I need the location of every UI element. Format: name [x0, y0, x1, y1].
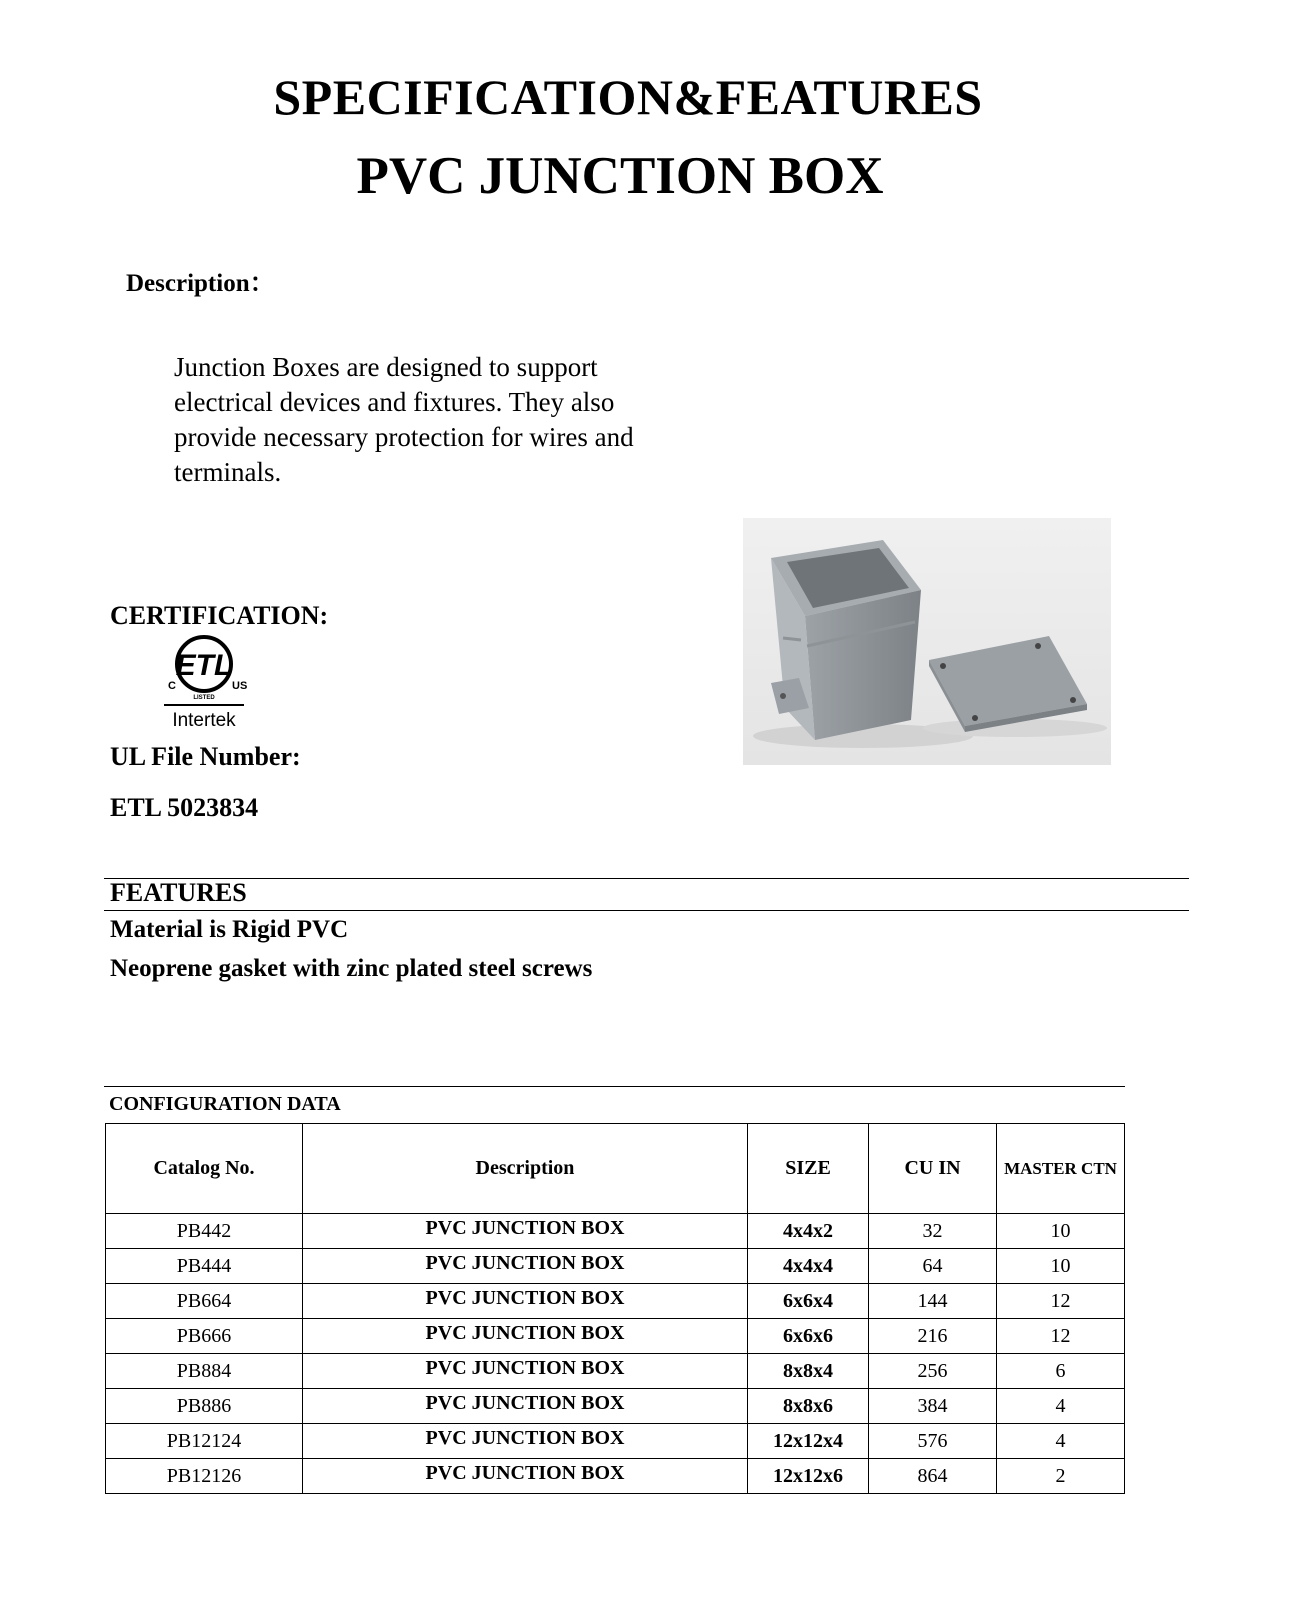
etl-logo-us: US	[232, 680, 248, 692]
cell-size: 8x8x6	[748, 1389, 869, 1424]
features-bottom-rule	[104, 910, 1189, 911]
cell-size: 4x4x4	[748, 1249, 869, 1284]
cell-master-ctn: 2	[997, 1459, 1125, 1494]
cell-cu-in: 32	[869, 1214, 997, 1249]
certification-label: CERTIFICATION:	[110, 601, 329, 630]
configuration-heading: CONFIGURATION DATA	[109, 1093, 341, 1115]
cell-size: 6x6x4	[748, 1284, 869, 1319]
etl-logo-c: C	[168, 680, 176, 692]
ul-file-label: UL File Number:	[110, 742, 301, 771]
cell-cu-in: 576	[869, 1424, 997, 1459]
column-header-size: SIZE	[748, 1124, 869, 1214]
cell-description: PVC JUNCTION BOX	[303, 1249, 748, 1284]
cell-catalog: PB442	[106, 1214, 303, 1249]
page-subtitle: PVC JUNCTION BOX	[356, 147, 884, 205]
cell-size: 12x12x6	[748, 1459, 869, 1494]
table-header-row	[106, 1124, 1125, 1214]
cell-catalog: PB12124	[106, 1424, 303, 1459]
table-row	[106, 1319, 1125, 1354]
cell-description: PVC JUNCTION BOX	[303, 1459, 748, 1494]
page-title: SPECIFICATION&FEATURES	[273, 69, 983, 125]
etl-mark-icon	[162, 630, 262, 710]
cell-cu-in: 256	[869, 1354, 997, 1389]
cell-master-ctn: 6	[997, 1354, 1125, 1389]
configuration-table	[105, 1123, 1125, 1494]
cell-description: PVC JUNCTION BOX	[303, 1424, 748, 1459]
table-row	[106, 1214, 1125, 1249]
cell-description: PVC JUNCTION BOX	[303, 1284, 748, 1319]
description-label: Description：	[126, 270, 275, 297]
cell-size: 4x4x2	[748, 1214, 869, 1249]
cell-master-ctn: 10	[997, 1214, 1125, 1249]
table-row	[106, 1284, 1125, 1319]
product-photo	[743, 518, 1111, 765]
cell-catalog: PB664	[106, 1284, 303, 1319]
ul-file-number: ETL 5023834	[110, 793, 259, 822]
feature-item: Material is Rigid PVC	[110, 916, 349, 943]
column-header-cu-in: CU IN	[869, 1124, 997, 1214]
etl-listed-logo	[162, 630, 262, 738]
column-header-master-ctn: MASTER CTN	[997, 1124, 1125, 1214]
junction-box-image	[743, 518, 1111, 765]
features-top-rule	[104, 878, 1189, 879]
config-top-rule	[104, 1086, 1125, 1087]
cell-catalog: PB12126	[106, 1459, 303, 1494]
cell-size: 6x6x6	[748, 1319, 869, 1354]
intertek-brand: Intertek	[172, 710, 236, 731]
cell-catalog: PB444	[106, 1249, 303, 1284]
cell-description: PVC JUNCTION BOX	[303, 1214, 748, 1249]
cell-description: PVC JUNCTION BOX	[303, 1389, 748, 1424]
cell-catalog: PB886	[106, 1389, 303, 1424]
column-header-description: Description	[303, 1124, 748, 1214]
cell-cu-in: 144	[869, 1284, 997, 1319]
table-row	[106, 1249, 1125, 1284]
features-heading: FEATURES	[110, 878, 247, 907]
cell-catalog: PB666	[106, 1319, 303, 1354]
table-row	[106, 1354, 1125, 1389]
cell-master-ctn: 4	[997, 1389, 1125, 1424]
cell-master-ctn: 10	[997, 1249, 1125, 1284]
cell-cu-in: 384	[869, 1389, 997, 1424]
table-row	[106, 1389, 1125, 1424]
table-row	[106, 1459, 1125, 1494]
cell-cu-in: 864	[869, 1459, 997, 1494]
cell-catalog: PB884	[106, 1354, 303, 1389]
column-header-catalog: Catalog No.	[106, 1124, 303, 1214]
cell-description: PVC JUNCTION BOX	[303, 1354, 748, 1389]
cell-cu-in: 216	[869, 1319, 997, 1354]
cell-master-ctn: 4	[997, 1424, 1125, 1459]
description-text: Junction Boxes are designed to support electrical devices and fixtures. They also provide necessary protection for wires and terminals.	[174, 352, 634, 487]
feature-item: Neoprene gasket with zinc plated steel screws	[110, 955, 593, 982]
cell-master-ctn: 12	[997, 1319, 1125, 1354]
cell-description: PVC JUNCTION BOX	[303, 1319, 748, 1354]
cell-master-ctn: 12	[997, 1284, 1125, 1319]
etl-logo-listed: LISTED	[193, 695, 215, 701]
cell-cu-in: 64	[869, 1249, 997, 1284]
cell-size: 8x8x4	[748, 1354, 869, 1389]
table-row	[106, 1424, 1125, 1459]
cell-size: 12x12x4	[748, 1424, 869, 1459]
etl-logo-text: ETL	[175, 649, 233, 682]
